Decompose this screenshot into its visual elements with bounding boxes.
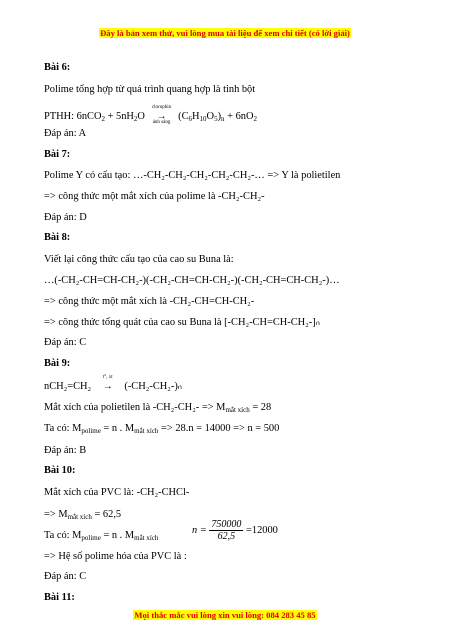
eq-part: H: [192, 111, 200, 122]
b10-title: Bài 10:: [44, 465, 76, 476]
text-sub: polime: [81, 534, 101, 542]
frac-rhs: =12000: [246, 524, 278, 536]
text-part: Mắt xích của polietilen là -CH₂-CH₂- => M: [44, 402, 226, 413]
b9-title: Bài 9:: [44, 358, 71, 369]
b6-title: Bài 6:: [44, 62, 71, 73]
text-part: => M: [44, 509, 68, 520]
eq-part: O: [137, 111, 145, 122]
b9-answer: Đáp án: B: [44, 445, 87, 456]
b7-line2: => công thức một mắt xích của polime là -CH₂-CH₂-: [44, 191, 265, 202]
b10-line1: Mắt xích của PVC là: -CH₂-CHCl-: [44, 487, 190, 498]
b6-equation: [44, 105, 257, 125]
frac-lhs: n =: [192, 524, 207, 536]
text-part: Ta có: M: [44, 530, 82, 541]
eq-part: ): [217, 111, 222, 122]
b9-equation: [44, 375, 182, 393]
eq-sub: n: [221, 115, 225, 123]
preview-notice: [0, 28, 450, 38]
arrow-icon: →: [102, 381, 113, 392]
contact-notice-text: Mọi thắc mắc vui lòng xin vui lòng: 084 283 45 85: [134, 610, 316, 620]
b10-line4: => Hệ số polime hóa của PVC là :: [44, 551, 187, 562]
text-sub: mắt xích: [67, 513, 92, 521]
text-part: = n . M: [100, 530, 135, 541]
b6-line1: Polime tổng hợp từ quá trình quang hợp là tinh bột: [44, 84, 256, 95]
b9-line3: [44, 423, 279, 435]
text-part: Ta có: M: [44, 423, 82, 434]
b8-title: Bài 8:: [44, 232, 71, 243]
frac-numerator: 750000: [211, 519, 242, 530]
b10-fraction: [192, 519, 278, 542]
reaction-arrow: [94, 375, 122, 393]
b7-title: Bài 7:: [44, 149, 71, 160]
eq-part: O: [206, 111, 215, 122]
text-sub: mắt xích: [225, 406, 250, 414]
b7-line1: Polime Y có cấu tạo: …-CH₂-CH₂-CH₂-CH₂-CH₂-… => Y là polietilen: [44, 170, 341, 181]
text-part: => 28.n = 14000 => n = 500: [158, 423, 280, 434]
b8-line3: => công thức một mắt xích là -CH₂-CH=CH-CH₂-: [44, 296, 255, 307]
eq-sub: 5: [214, 115, 218, 123]
b9-line2: [44, 402, 271, 414]
b6-answer: Đáp án: A: [44, 128, 87, 139]
eq-part: nCH₂=CH₂: [44, 381, 92, 392]
text-sub: mắt xích: [134, 427, 159, 435]
text-sub: mắt xích: [134, 534, 159, 542]
reaction-arrow: [148, 105, 176, 125]
eq-part: + 5nH: [104, 111, 134, 122]
eq-sub: 2: [133, 115, 138, 123]
arrow-cond-top: clorophin: [151, 105, 172, 110]
b8-line1: Viết lại công thức cấu tạo của cao su Buna là:: [44, 254, 234, 265]
b8-line4: => công thức tổng quát của cao su Buna là [-CH₂-CH=CH-CH₂-]ₙ: [44, 317, 320, 328]
arrow-cond-bottom: ánh sáng: [152, 120, 171, 125]
eq-part: + 6nO: [224, 111, 254, 122]
text-part: = 28: [249, 402, 272, 413]
b10-line3: [44, 530, 158, 542]
b7-answer: Đáp án: D: [44, 212, 87, 223]
eq-sub: 2: [101, 115, 105, 123]
b11-title: Bài 11:: [44, 592, 75, 603]
eq-sub: 2: [253, 115, 257, 123]
text-part: = 62,5: [91, 509, 122, 520]
text-sub: polime: [81, 427, 101, 435]
frac-denominator: 62,5: [217, 531, 236, 542]
fraction: [209, 519, 243, 542]
text-part: = n . M: [100, 423, 135, 434]
eq-part: PTHH: 6nCO: [44, 111, 102, 122]
eq-part: (C: [178, 111, 189, 122]
b10-answer: Đáp án: C: [44, 571, 87, 582]
arrow-icon: →: [156, 111, 167, 122]
b10-line2: [44, 509, 121, 521]
b8-line2: …(-CH₂-CH=CH-CH₂-)(-CH₂-CH=CH-CH₂-)(-CH₂-CH=CH-CH₂-)…: [44, 275, 340, 286]
contact-notice: [0, 610, 450, 620]
eq-sub: 6: [188, 115, 193, 123]
arrow-cond-top: t°, xt: [102, 375, 113, 380]
preview-notice-text: Đây là bản xem thử, vui lòng mua tài liệu để xem chi tiết (có lời giải): [100, 28, 350, 38]
b8-answer: Đáp án: C: [44, 337, 87, 348]
eq-part: (-CH₂-CH₂-)ₙ: [124, 381, 182, 392]
eq-sub: 10: [199, 115, 207, 123]
